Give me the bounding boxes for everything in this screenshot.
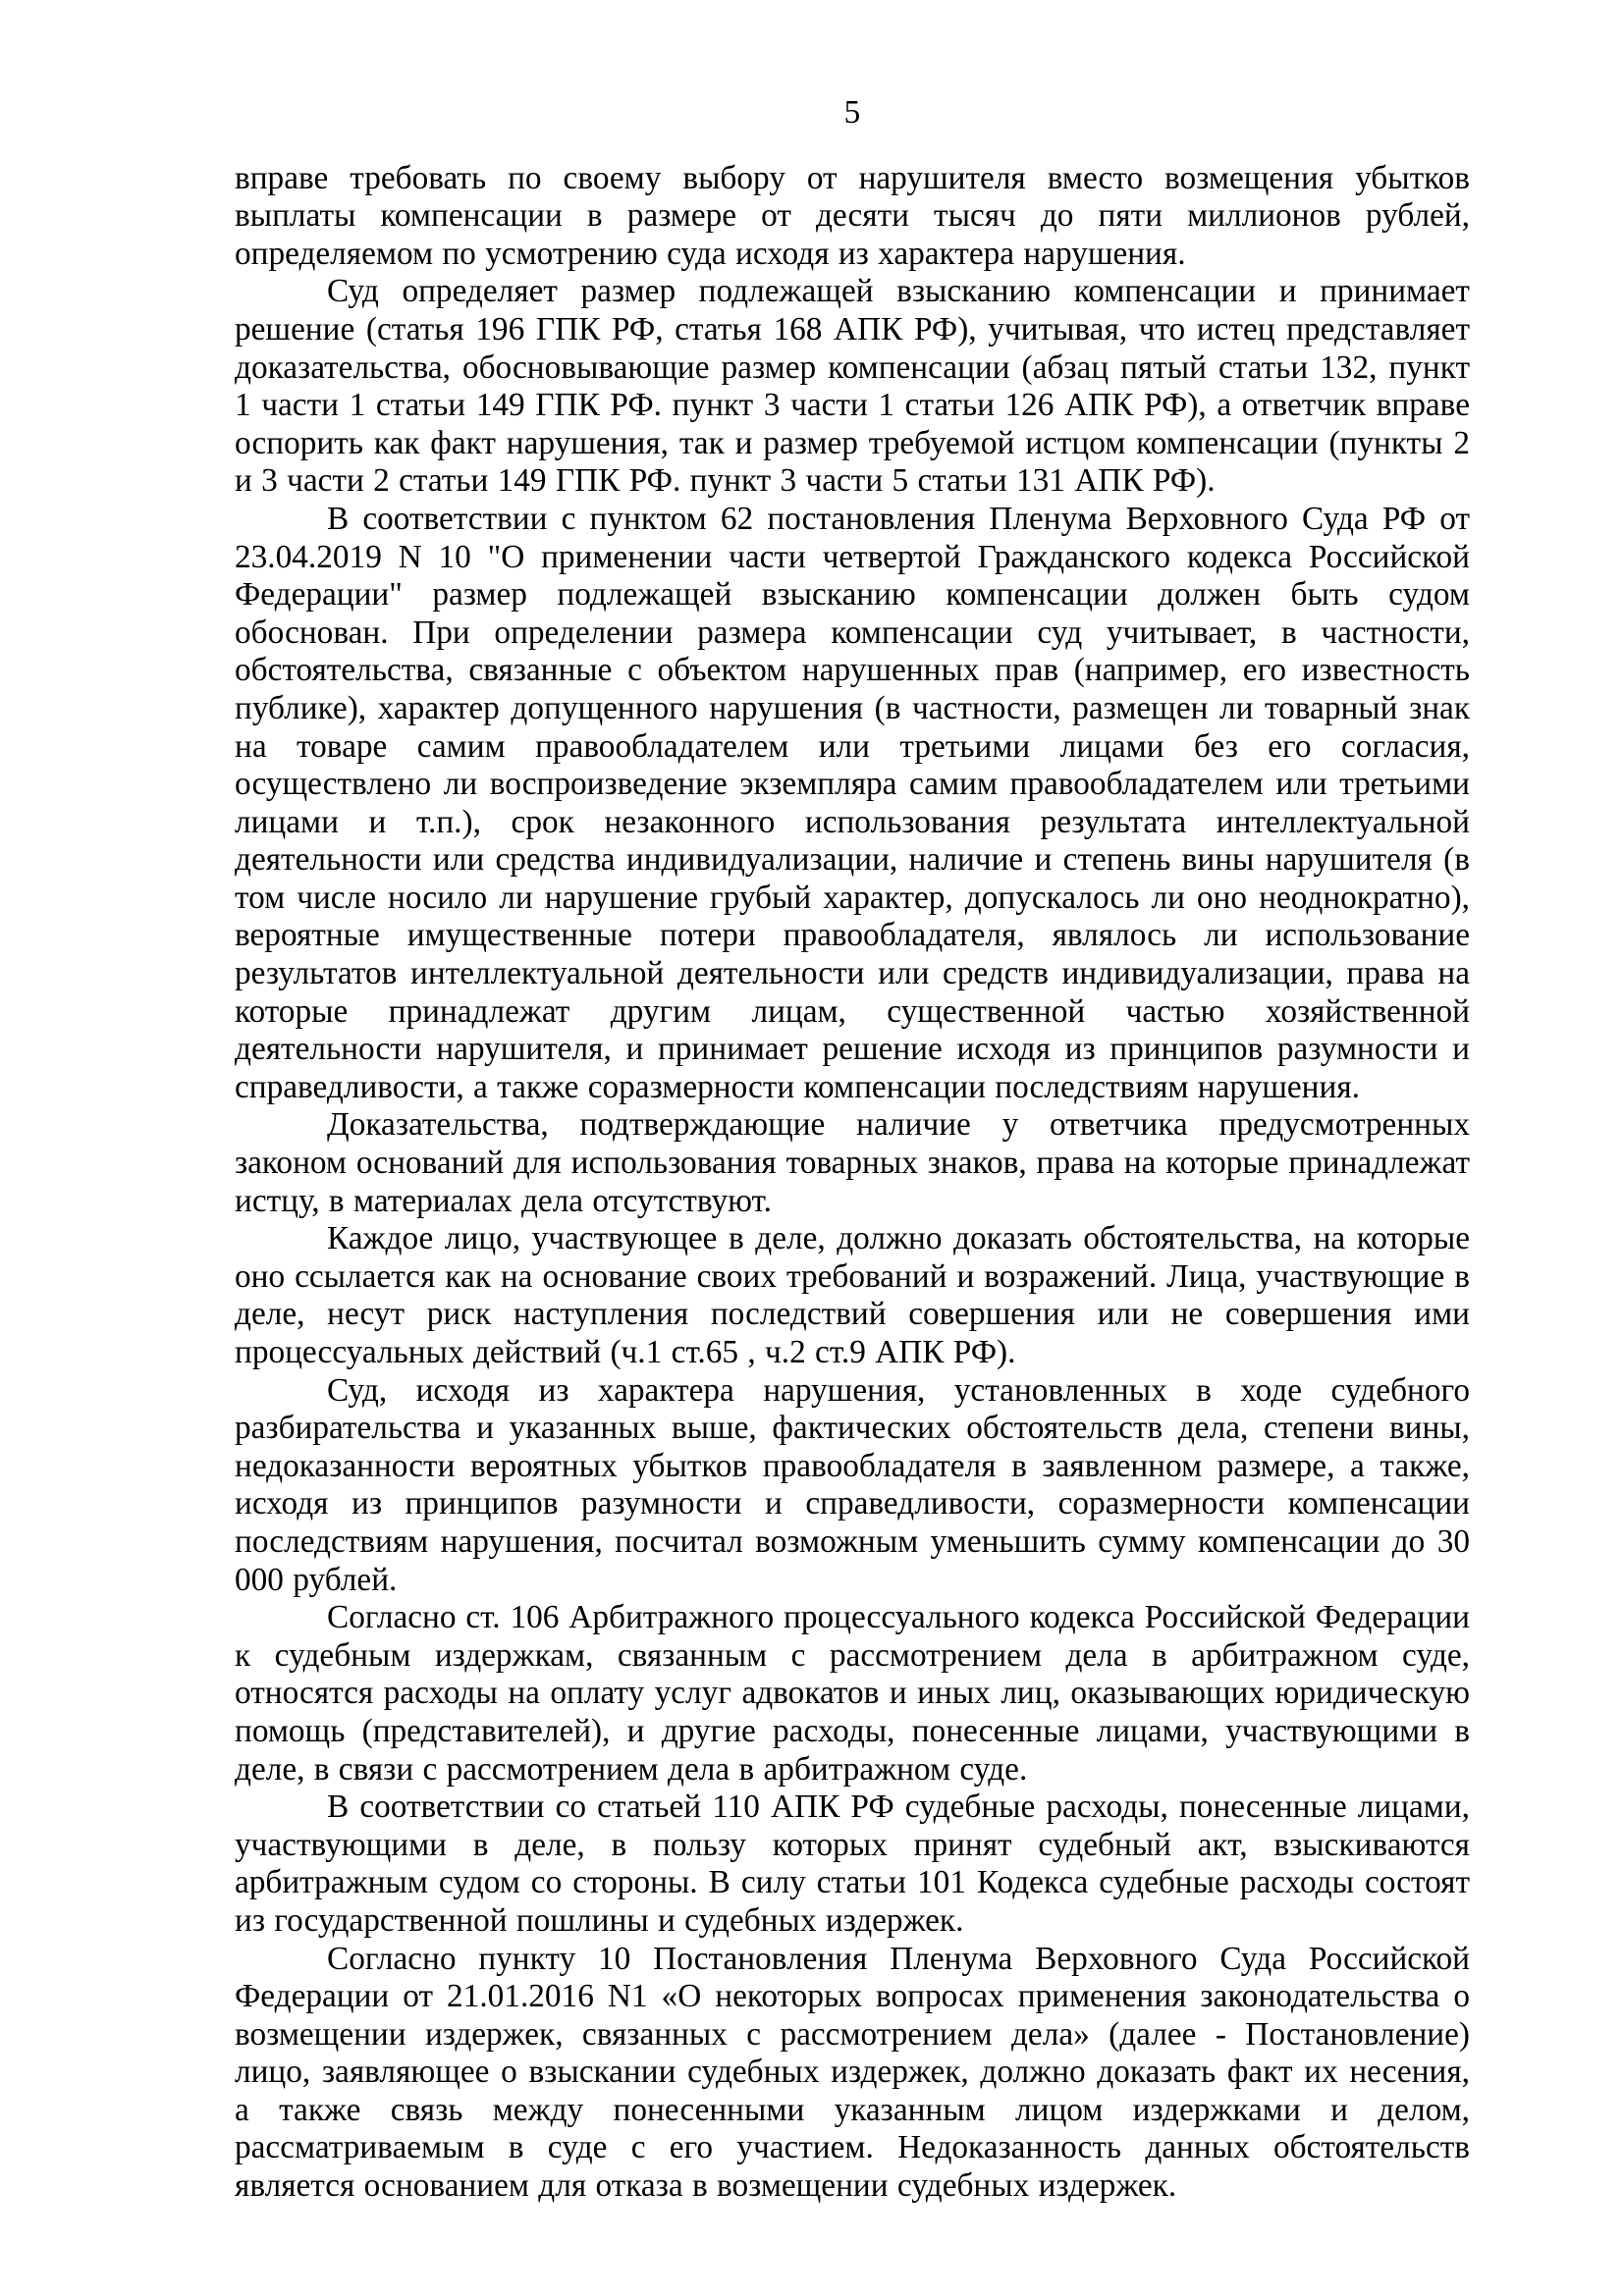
paragraph: Суд определяет размер подлежащей взысканию компенсации и принимает решение (статья 196 ГПК РФ, статья 168 АПК РФ), учитывая, что истец представляет доказательства, обосновывающие размер компенсации (абзац пятый статьи 132, пункт 1 части 1 статьи 149 ГПК РФ. пункт 3 части 1 статьи 126 АПК РФ), а ответчик вправе оспорить как факт нарушения, так и размер требуемой истцом компенсации (пункты 2 и 3 части 2 статьи 149 ГПК РФ. пункт 3 части 5 статьи 131 АПК РФ).	[235, 273, 1470, 500]
paragraph: Доказательства, подтверждающие наличие у ответчика предусмотренных законом оснований для использования товарных знаков, права на которые принадлежат истцу, в материалах дела отсутствуют.	[235, 1106, 1470, 1219]
paragraph: Суд, исходя из характера нарушения, установленных в ходе судебного разбирательства и указанных выше, фактических обстоятельств дела, степени вины, недоказанности вероятных убытков правообладателя в заявленном размере, а также, исходя из принципов разумности и справедливости, соразмерности компенсации последствиям нарушения, посчитал возможным уменьшить сумму компенсации до 30 000 рублей.	[235, 1371, 1470, 1598]
paragraph: В соответствии с пунктом 62 постановления Пленума Верховного Суда РФ от 23.04.2019 N 10 "О применении части четвертой Гражданского кодекса Российской Федерации" размер подлежащей взысканию компенсации должен быть судом обоснован. При определении размера компенсации суд учитывает, в частности, обстоятельства, связанные с объектом нарушенных прав (например, его известность публике), характер допущенного нарушения (в частности, размещен ли товарный знак на товаре самим правообладателем или третьими лицами без его согласия, осуществлено ли воспроизведение экземпляра самим правообладателем или третьими лицами и т.п.), срок незаконного использования результата интеллектуальной деятельности или средства индивидуализации, наличие и степень вины нарушителя (в том числе носило ли нарушение грубый характер, допускалось ли оно неоднократно), вероятные имущественные потери правообладателя, являлось ли использование результатов интеллектуальной деятельности или средств индивидуализации, права на которые принадлежат другим лицам, существенной частью хозяйственной деятельности нарушителя, и принимает решение исходя из принципов разумности и справедливости, а также соразмерности компенсации последствиям нарушения.	[235, 500, 1470, 1105]
paragraph: Согласно ст. 106 Арбитражного процессуального кодекса Российской Федерации к судебным издержкам, связанным с рассмотрением дела в арбитражном суде, относятся расходы на оплату услуг адвокатов и иных лиц, оказывающих юридическую помощь (представителей), и другие расходы, понесенные лицами, участвующими в деле, в связи с рассмотрением дела в арбитражном суде.	[235, 1599, 1470, 1788]
paragraph: В соответствии со статьей 110 АПК РФ судебные расходы, понесенные лицами, участвующими в деле, в пользу которых принят судебный акт, взыскиваются арбитражным судом со стороны. В силу статьи 101 Кодекса судебные расходы состоят из государственной пошлины и судебных издержек.	[235, 1789, 1470, 1939]
document-body	[235, 160, 1470, 2206]
paragraph: Каждое лицо, участвующее в деле, должно доказать обстоятельства, на которые оно ссылается как на основание своих требований и возражений. Лица, участвующие в деле, несут риск наступления последствий совершения или не совершения ими процессуальных действий (ч.1 ст.65 , ч.2 ст.9 АПК РФ).	[235, 1220, 1470, 1370]
paragraph: Согласно пункту 10 Постановления Пленума Верховного Суда Российской Федерации от 21.01.2016 N1 «О некоторых вопросах применения законодательства о возмещении издержек, связанных с рассмотрением дела» (далее - Постановление) лицо, заявляющее о взыскании судебных издержек, должно доказать факт их несения, а также связь между понесенными указанным лицом издержками и делом, рассматриваемым в суде с его участием. Недоказанность данных обстоятельств является основанием для отказа в возмещении судебных издержек.	[235, 1940, 1470, 2205]
page-number: 5	[843, 94, 861, 131]
content-column	[235, 94, 1470, 2206]
paragraph-continuation: вправе требовать по своему выбору от нарушителя вместо возмещения убытков выплаты компенсации в размере от десяти тысяч до пяти миллионов рублей, определяемом по усмотрению суда исходя из характера нарушения.	[235, 159, 1470, 272]
